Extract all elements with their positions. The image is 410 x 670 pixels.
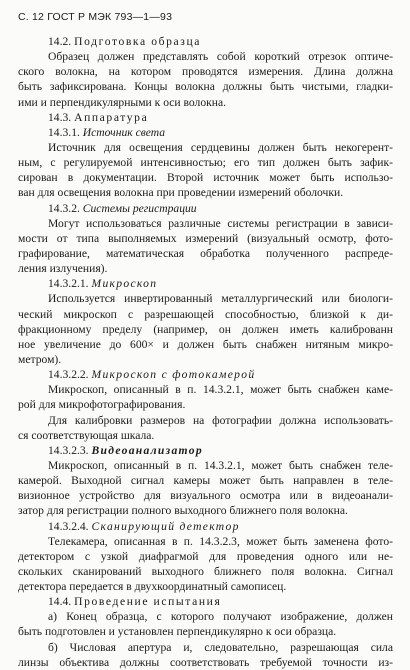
text-span: 14.3.2.1. [48, 277, 92, 291]
text-line-h-14-3-2-1 [18, 276, 393, 291]
text-span: ими и перпендикулярными к оси волокна. [18, 95, 227, 109]
text-span: Системы регистрации [82, 201, 197, 215]
text-span: Для калибровки размеров на фотографии должна использовать- [48, 413, 393, 427]
text-line-h-14-3 [18, 110, 393, 125]
text-line-p6-2 [18, 428, 393, 443]
text-span: Могут использоваться различные системы регистрации в зависи- [48, 216, 393, 230]
text-line-p4-3 [18, 322, 393, 337]
text-line-p3-1 [18, 216, 393, 231]
text-span: б) Числовая апертура и, следовательно, разрешающая сила [48, 640, 393, 654]
text-span: 14.3.2.2. [48, 368, 92, 382]
text-span: Микроскоп, описанный в п. 14.3.2.1, может быть снабжен теле- [48, 458, 393, 472]
text-line-p8-3 [18, 564, 393, 579]
text-line-p1-3 [18, 79, 393, 94]
text-span: Источник света [82, 125, 166, 139]
text-line-p8-1 [18, 534, 393, 549]
text-line-p3-4 [18, 261, 393, 276]
text-line-p2-2 [18, 155, 393, 170]
text-span: ления излучения). [18, 262, 108, 276]
text-line-p7-1 [18, 458, 393, 473]
text-line-p3-3 [18, 246, 393, 261]
text-span: детектора передается в двухкоординатный самописец. [18, 580, 287, 594]
text-line-p5-1 [18, 382, 393, 397]
text-span: мости от типа выполняемых измерений (визуальный осмотр, фото- [18, 231, 393, 245]
text-line-h-14-3-2 [18, 201, 393, 216]
text-span: ное увеличение до 600× и должен быть снабжен нитяным микро- [18, 337, 393, 351]
text-line-p1-1 [18, 49, 393, 64]
text-line-p8-2 [18, 549, 393, 564]
text-line-h-14-4 [18, 594, 393, 609]
text-line-h-14-3-2-4 [18, 519, 393, 534]
text-span: ся соответствующая шкала. [18, 428, 155, 442]
text-line-h-14-3-2-2 [18, 367, 393, 382]
page-header: С. 12 ГОСТ Р МЭК 793—1—93 [18, 11, 173, 23]
text-span: визионное устройство для визуального осмотра или в видеоанали- [18, 489, 393, 503]
text-span: ского волокна, на котором проводятся измерения. Длина должна [18, 65, 393, 79]
text-line-p4-4 [18, 337, 393, 352]
text-span: ным, с регулируемой интенсивностью; его тип должен быть зафик- [18, 156, 393, 170]
text-line-p9-1 [18, 609, 393, 624]
text-line-h-14-2 [18, 34, 393, 49]
text-line-p7-3 [18, 488, 393, 503]
text-span: детектором с узкой диафрагмой для проведения одного или нe- [18, 549, 393, 563]
text-span: сирован в документации. Второй источник может быть использо- [18, 171, 393, 185]
text-span: быть зафиксирована. Концы волокна должны быть чистыми, гладки- [18, 80, 393, 94]
text-line-p2-1 [18, 140, 393, 155]
text-span: Источник для освещения сердцевины должен быть некогерент- [48, 140, 393, 154]
text-line-p9-2 [18, 624, 393, 639]
text-span: 14.3.2.4. [48, 519, 92, 533]
text-span: Аппаратура [74, 110, 149, 124]
text-line-p2-3 [18, 170, 393, 185]
text-span: 14.3. [48, 110, 75, 124]
text-line-p1-4 [18, 95, 393, 110]
text-span: Микроскоп с фотокамерой [91, 368, 256, 382]
text-line-p7-4 [18, 503, 393, 518]
text-span: 14.3.2. [48, 201, 83, 215]
text-span: Микроскоп, описанный в п. 14.3.2.1, может быть снабжен каме- [48, 383, 393, 397]
text-line-p6-1 [18, 413, 393, 428]
text-span: затор для регистрации полного выходного ближнего поля волокна. [18, 504, 348, 518]
text-span: Используется инвертированный металлургический или биологи- [48, 292, 393, 306]
text-span: Видеоанализатор [91, 443, 203, 457]
text-line-h-14-3-1 [18, 125, 393, 140]
text-line-p4-1 [18, 291, 393, 306]
text-span: ван для освещения волокна при проведении измерений оболочки. [18, 186, 344, 200]
text-span: Телекамера, описанная в п. 14.3.2.3, может быть заменена фото- [48, 534, 393, 548]
text-span: Микроскоп [91, 277, 158, 291]
text-line-p1-2 [18, 64, 393, 79]
text-line-p3-2 [18, 231, 393, 246]
text-span: рой для микрофотографирования. [18, 398, 186, 412]
text-line-h-14-3-2-3 [18, 443, 393, 458]
text-span: скольких сканирований выходного ближнего поля волокна. Сигнал [18, 564, 393, 578]
text-span: быть подготовлен и установлен перпендикулярно к оси образца. [18, 625, 337, 639]
text-span: Проведение испытания [74, 595, 222, 609]
text-span: Подготовка образца [74, 35, 201, 48]
document-body [18, 34, 393, 670]
text-span: линзы объектива должны соответствовать требуемой точности из- [18, 655, 393, 669]
text-span: 14.3.2.3. [48, 443, 92, 457]
text-span: метром). [18, 352, 62, 366]
text-line-p10-1 [18, 640, 393, 655]
text-span: графирование, математическая обработка полученного распреде- [18, 246, 393, 260]
text-line-p10-2 [18, 655, 393, 670]
text-line-p4-5 [18, 352, 393, 367]
text-span: фракционному пределу (например, он должен иметь калиброванн [18, 322, 393, 336]
text-line-p4-2 [18, 307, 393, 322]
text-line-p2-4 [18, 185, 393, 200]
text-span: Образец должен представлять собой короткий отрезок оптиче- [48, 50, 393, 64]
text-line-p8-4 [18, 579, 393, 594]
text-line-p5-2 [18, 397, 393, 412]
text-span: камерой. Выходной сигнал камеры может быть направлен в теле- [18, 474, 393, 488]
text-span: 14.2. [48, 35, 75, 48]
text-line-p7-2 [18, 473, 393, 488]
text-span: 14.3.1. [48, 125, 83, 139]
text-span: а) Конец образца, с которого получают изображение, должен [48, 610, 393, 624]
text-span: Сканирующий детектор [91, 519, 240, 533]
text-span: ческий микроскоп с разрешающей способностью, близкой к ди- [18, 307, 393, 321]
text-span: 14.4. [48, 595, 75, 609]
